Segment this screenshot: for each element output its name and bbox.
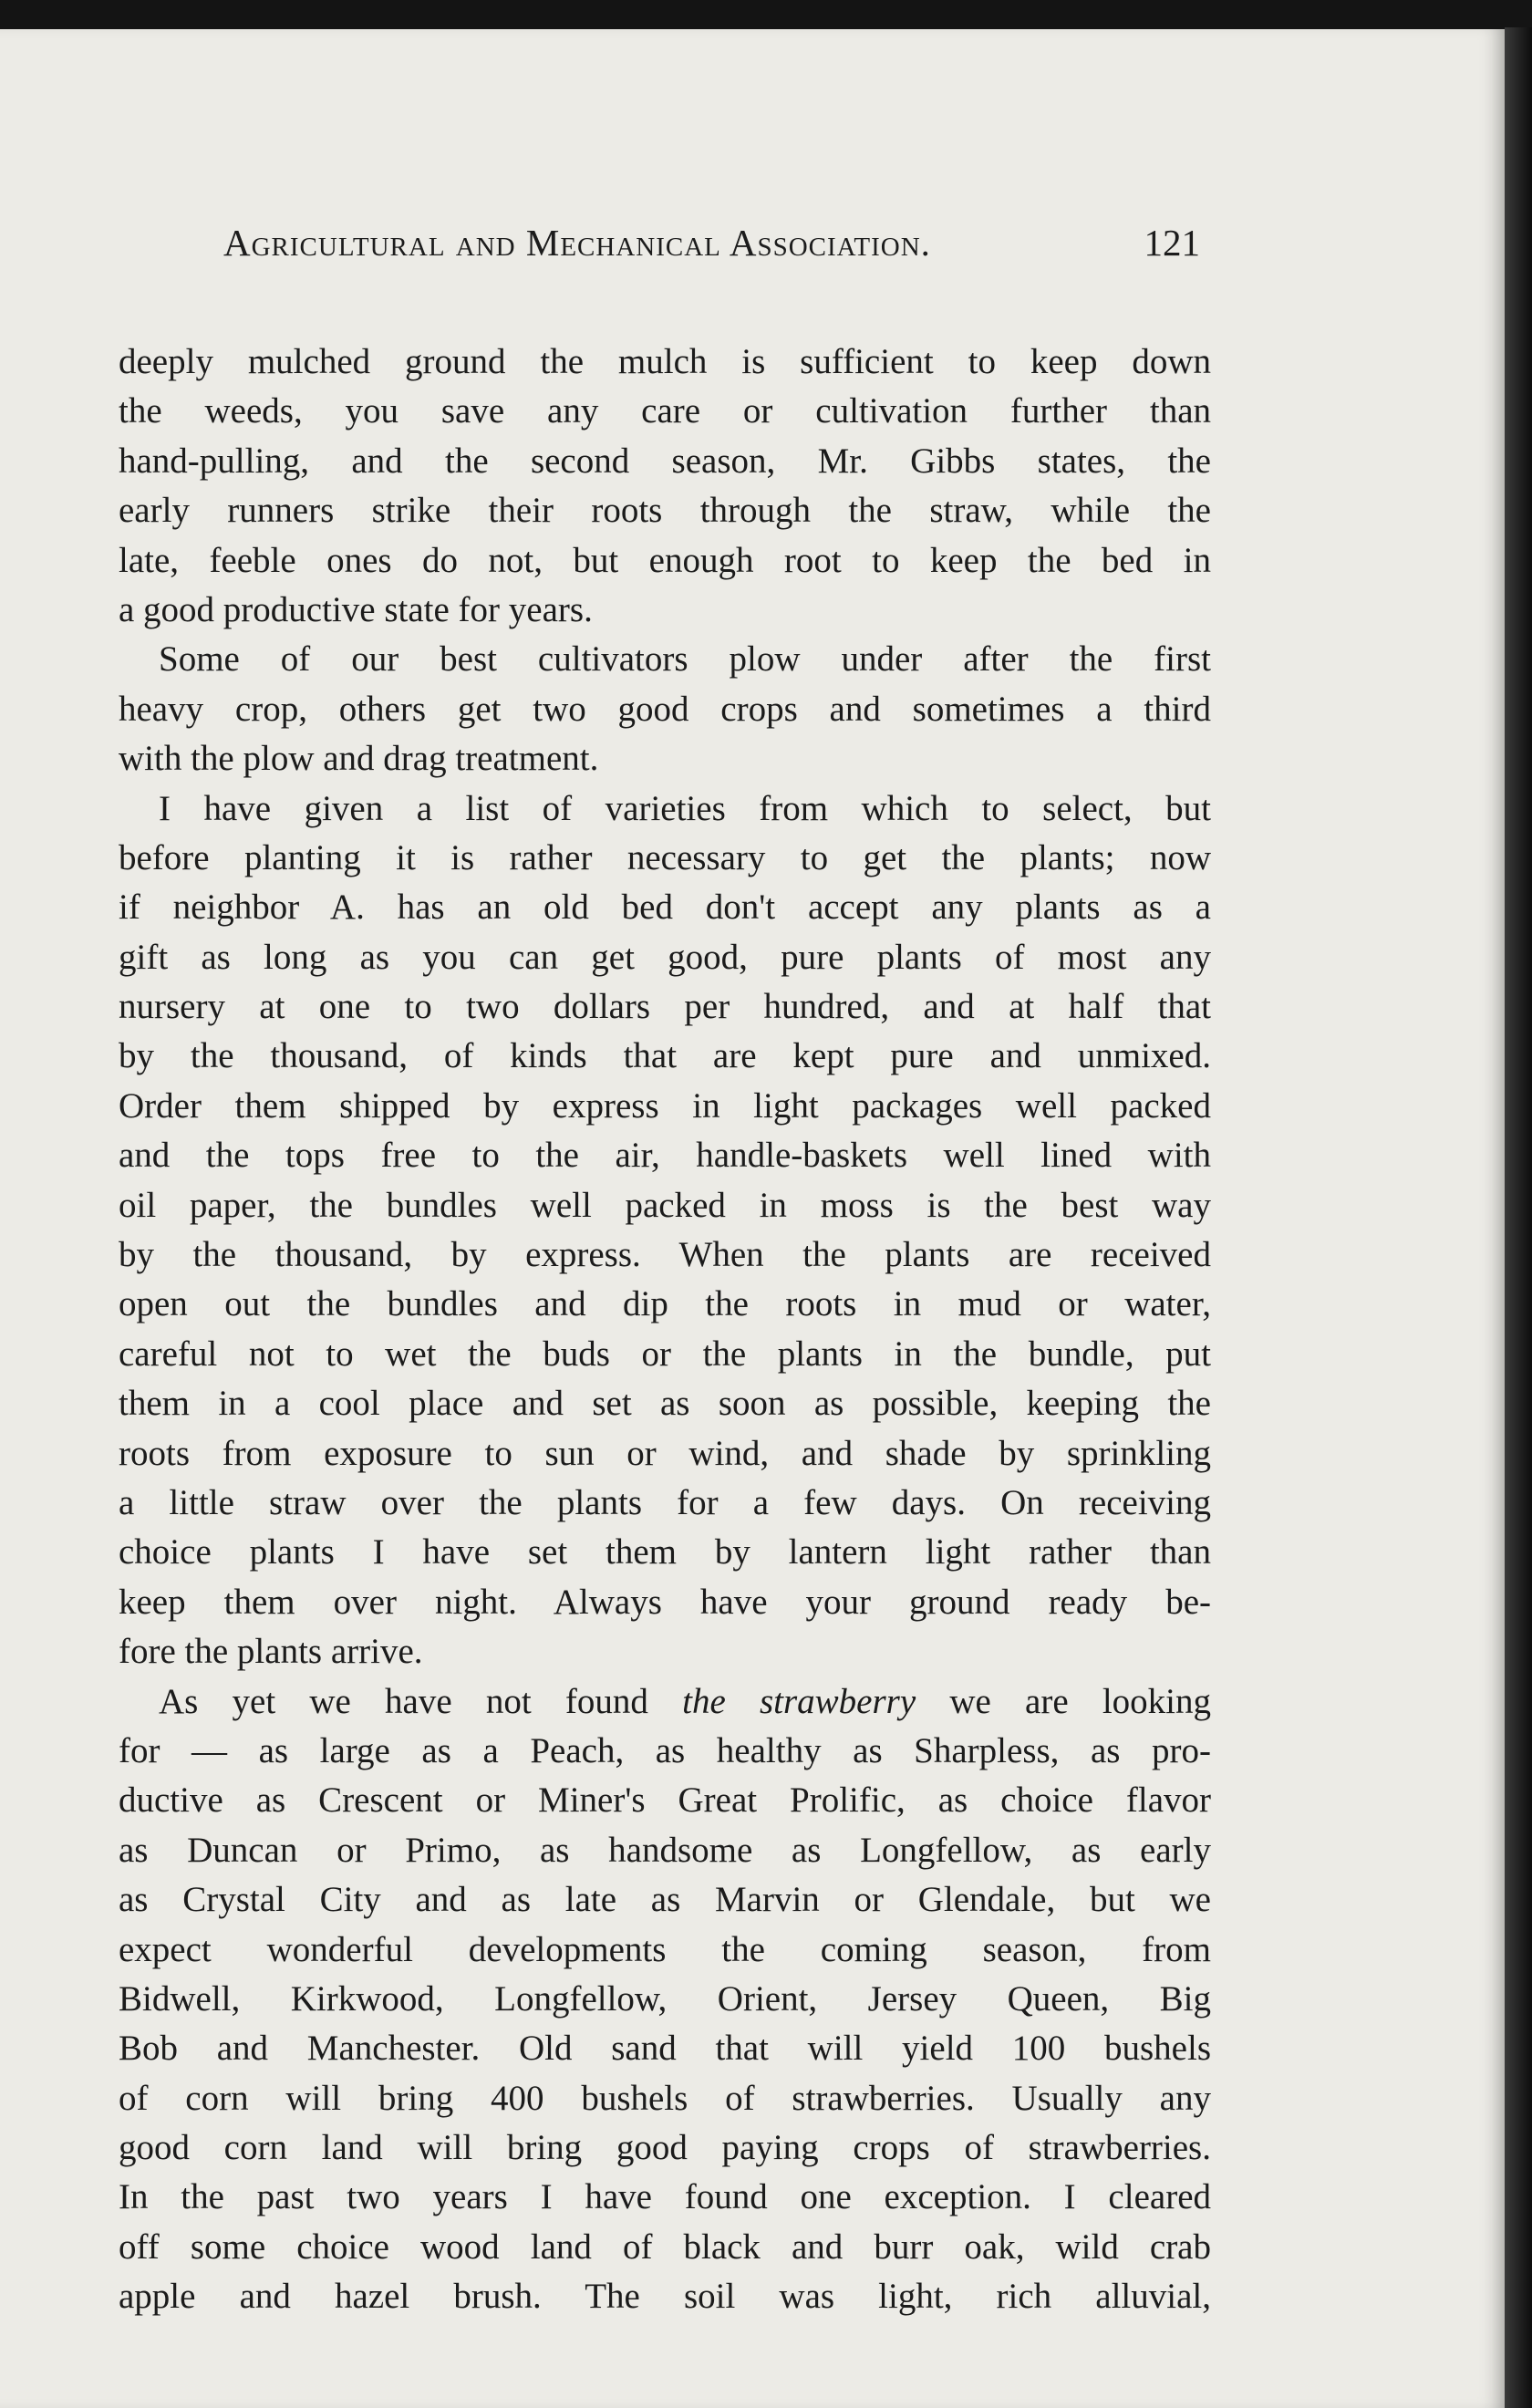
text-line: apple and hazel brush. The soil was light, rich alluvial, [119, 2277, 1211, 2317]
scan-top-border [0, 0, 1532, 33]
text-line: Bidwell, Kirkwood, Longfellow, Orient, Jersey Queen, Big [119, 1978, 1211, 2019]
text-line: ductive as Crescent or Miner's Great Prolific, as choice flavor [119, 1780, 1211, 1821]
text-line: gift as long as you can get good, pure plants of most any [119, 937, 1211, 977]
scan-right-edge [1505, 27, 1532, 2408]
text-line: Some of our best cultivators plow under after the first [159, 639, 1211, 680]
text-line: a good productive state for years. [119, 589, 593, 629]
text-line: nursery at one to two dollars per hundred, and at half that [119, 987, 1211, 1027]
text-line: choice plants I have set them by lantern light rather than [119, 1532, 1211, 1572]
text-line: careful not to wet the buds or the plants in the bundle, put [119, 1334, 1211, 1374]
text-line: for — as large as a Peach, as healthy as Sharpless, as pro- [119, 1730, 1211, 1770]
text-line: before planting it is rather necessary to get the plants; now [119, 837, 1211, 877]
text-line: I have given a list of varieties from which to select, but [159, 788, 1211, 828]
paragraph-2 [119, 635, 1211, 784]
page-number: 121 [1144, 222, 1200, 264]
emphasized-text: the strawberry [682, 1681, 916, 1721]
text-line: late, feeble ones do not, but enough root to keep the bed in [119, 540, 1211, 580]
text-line: as Duncan or Primo, as handsome as Longfellow, as early [119, 1830, 1211, 1870]
text-line: the weeds, you save any care or cultivation further than [119, 391, 1211, 431]
text-line: by the thousand, by express. When the plants are received [119, 1235, 1211, 1275]
running-head [0, 221, 1200, 294]
text-line: open out the bundles and dip the roots in mud or water, [119, 1284, 1211, 1324]
text-line: fore the plants arrive. [119, 1632, 423, 1672]
text-line: oil paper, the bundles well packed in moss is the best way [119, 1185, 1211, 1225]
paragraph-1 [119, 337, 1211, 635]
text-line: a little straw over the plants for a few days. On receiving [119, 1482, 1211, 1522]
text-line: off some choice wood land of black and burr oak, wild crab [119, 2226, 1211, 2267]
text-line: hand-pulling, and the second season, Mr. Gibbs states, the [119, 441, 1211, 481]
text-line: by the thousand, of kinds that are kept pure and unmixed. [119, 1036, 1211, 1076]
paragraph-4 [119, 1677, 1211, 2322]
text-run: we are looking [916, 1681, 1211, 1721]
text-line: early runners strike their roots through the straw, while the [119, 491, 1211, 531]
text-line: roots from exposure to sun or wind, and shade by sprinkling [119, 1433, 1211, 1473]
running-title: Agricultural and Mechanical Association. [223, 222, 931, 264]
body-text [119, 337, 1211, 2322]
text-line: Order them shipped by express in light packages well packed [119, 1085, 1211, 1126]
text-line: and the tops free to the air, handle-baskets well lined with [119, 1136, 1211, 1176]
text-line: Bob and Manchester. Old sand that will yield 100 bushels [119, 2029, 1211, 2069]
text-line: heavy crop, others get two good crops and sometimes a third [119, 689, 1211, 729]
paragraph-3 [119, 784, 1211, 1677]
text-run: As yet we have not found [159, 1681, 683, 1721]
text-line-with-emphasis [119, 1677, 1211, 1727]
text-line: good corn land will bring good paying crops of strawberries. [119, 2128, 1211, 2168]
text-line: In the past two years I have found one exception. I cleared [119, 2177, 1211, 2217]
book-page [0, 29, 1505, 2408]
text-line: if neighbor A. has an old bed don't accept any plants as a [119, 887, 1211, 928]
text-line: expect wonderful developments the coming season, from [119, 1929, 1211, 1969]
text-line: with the plow and drag treatment. [119, 739, 599, 779]
text-line: of corn will bring 400 bushels of strawberries. Usually any [119, 2078, 1211, 2118]
text-line: keep them over night. Always have your ground ready be- [119, 1582, 1211, 1622]
text-line: them in a cool place and set as soon as possible, keeping the [119, 1384, 1211, 1424]
text-line: as Crystal City and as late as Marvin or Glendale, but we [119, 1880, 1211, 1920]
text-line: deeply mulched ground the mulch is sufficient to keep down [119, 342, 1211, 381]
